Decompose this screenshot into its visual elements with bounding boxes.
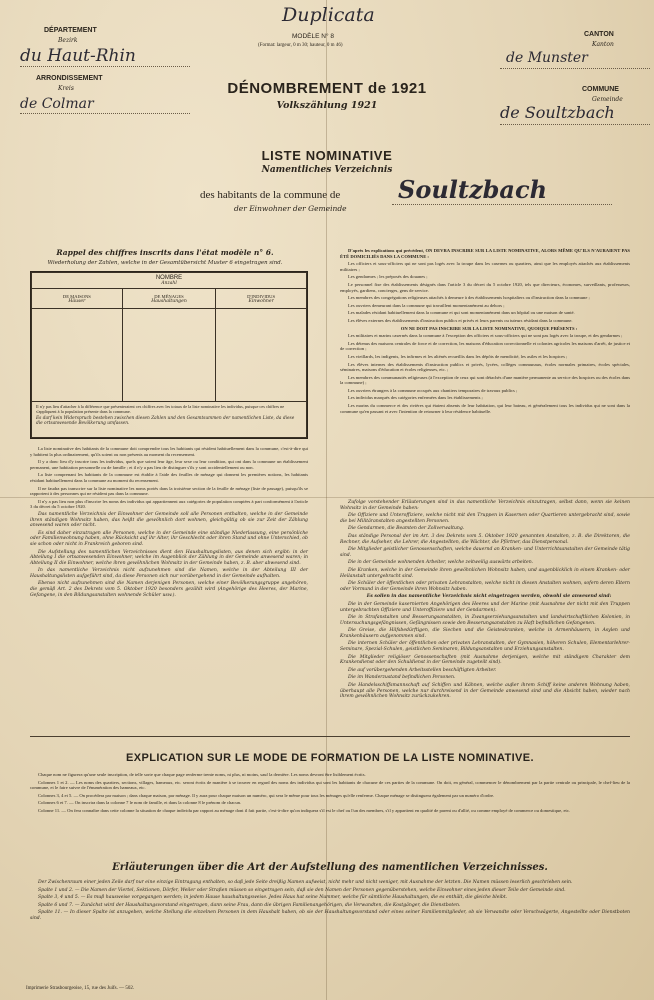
right-fr-item: Les ouvriers demeurant dans la commune qui travaillent momentanément au dehors ; [348, 302, 505, 308]
liste-subtitle: Namentliches Verzeichnis [261, 165, 393, 175]
right-de-item: Das ständige Personal der im Art. 3 des Dekrets vom 5. Oktober 1920 genannten Anstalten, z. B. die Direktoren, die Rechner, die Aufseher, die Lehrer, die Angestellten, die Wächter, die Pförtner, das Dienstpersonal. [340, 533, 630, 545]
right-fr-item: Les individus marqués des catégories enfermées dans les établissements ; [348, 395, 483, 401]
rappel-col2-label: DE MÉNAGES [154, 293, 184, 299]
rappel-note-de: Es darf kein Widerspruch bestehen zwischen diesen Zahlen und den Gesamtsummen der namentlichen Liste, da diese die ortsanwesende Bevölkerung umfassen. [36, 416, 295, 426]
right-fr-heading: ON NE DOIT PAS INSCRIRE SUR LA LISTE NOMINATIVE, QUOIQUE PRÉSENTS : [400, 325, 578, 331]
right-fr-heading: D'après les explications qui précèdent, ON DEVRA INSCRIRE SUR LA LISTE NOMINATIVE, ALORS MÊME QU'ILS N'AURAIENT PAS ÉTÉ DOMICILIÉS DANS LA COMMUNE : [340, 248, 630, 259]
right-fr-item: Les ouvriers étrangers à la commune occupés aux chantiers temporaires de travaux publics ; [348, 387, 518, 393]
left-paragraph-de: Ebenso nicht aufzunehmen sind die Namen derjenigen Personen, welche einer Bevölkerungsgruppe angehören, die gemäß Art. 2 des Dekrets vom 5. Oktober 1920 besonders gezählt wird (Angehörige des Heeres, der Marine, Gefangene, in den Bildungsanstalten wohnende Schüler usw.). [30, 581, 308, 598]
left-column-text [30, 446, 308, 600]
modele-number: MODÈLE N° 8 [292, 33, 334, 40]
left-paragraph: Il n'y a pas lieu non plus d'inscrire les noms des individus qui appartiennent aux catégories de population comptées à part conformément à l'article 3 du décret du 5 octobre 1920. [30, 498, 308, 510]
right-de-item: Die Greise, die Hilfsbedürftigen, die Siechen und die Geisteskranken, welche in Armenhäusern, in Asylen und Krankenhäusern aufgenommen sind. [340, 628, 630, 639]
left-paragraph-de: Es sind daher einzutragen alle Personen, welche in der Gemeinde eine ständige Niederlassung, eine persönliche oder Familienwohnung haben, ohne Rücksicht auf ihr Alter, ihr Geschlecht oder ihren Stand und ohne Unterschied, ob sie schon oder nicht in Frankreich geboren sind. [30, 530, 308, 547]
erlaeuterungen-paragraph: Spalte 1 und 2. — Die Namen der Viertel, Sektionen, Dörfer, Weiler oder Straßen müssen so eingetragen sein, daß sie den Namen der Personen gegenüberstehen, welche Einwohner eines jeden dieser Teile der Gemeinde sind. [38, 887, 566, 893]
right-fr-item: Les membres des communautés religieuses (à l'exception de ceux qui sont détachés d'une manière permanente au service des hospices ou des écoles dans la commune) ; [340, 374, 630, 386]
rappel-cell-menages[interactable] [122, 309, 216, 402]
right-de-item: Die in Strafanstalten und Besserungsanstalten, in Zwangserziehungsanstalten und landwirtschaftlichen Kolonien, in Untersuchungsgefängnissen, Gefängnissen sowie den Besserungsanstalten zu Haft befindlichen Gefangenen. [340, 615, 630, 626]
format-note: (Format: largeur, 0 m 30; hauteur, 0 m 46) [258, 43, 343, 48]
canton-value: de Munster [506, 50, 588, 66]
erlaeuterungen-paragraph: Spalte 11. — In dieser Spalte ist anzugeben, welche Stellung die einzelnen Personen in dem Haushalt haben, ob sie der Haushaltungsvorstand oder eines seiner Familienmitglieder, ob sie Verwandte oder Verschwägerte, Angestellte oder Dienstboten sind. [30, 910, 630, 921]
left-paragraph-de: In das namentliche Verzeichnis nicht aufzunehmen sind die Namen, welche in der Abteilung III der Haushaltungslisten aufgeführt sind, da diese Personen sich nur vorübergehend in der Gemeinde aufhalten. [30, 568, 308, 579]
rappel-note-fr: Il n'y pas lieu d'attacher à la différence que présenteraient ces chiffres avec les totaux de la liste nominative les individus, puisque ces chiffres ne s'appliquent à la population présente dans la commune. [36, 404, 285, 414]
right-fr-item: Les officiers et sous-officiers qui ne sont pas logés avec la troupe dans les casernes ou quartiers, ainsi que les employés attachés aux établissements militaires ; [340, 261, 630, 272]
arrondissement-value: de Colmar [20, 96, 94, 112]
liste-line1: des habitants de la commune de [200, 189, 341, 201]
erlaeuterungen-paragraph: Spalte 6 und 7. — Zunächst wird der Haushaltungsvorstand eingetragen, dann seine Frau, dann die übrigen Familienangehörigen, die Verwandten, die Kostgänger, die Dienstboten. [38, 902, 461, 908]
erlaeuterungen-title: Erläuterungen über die Art der Aufstellung des namentlichen Verzeichnisses. [112, 862, 548, 873]
right-de-item: Die Mitglieder geistlicher Genossenschaften, welche dauernd an Kranken- und Unterrichtsanstalten der Gemeinde tätig sind. [340, 547, 630, 558]
departement-sub: Bezirk [58, 37, 78, 44]
right-fr-item: Les membres des congrégations religieuses attachés à demeure à des établissements hospitaliers ou d'instruction dans la commune ; [348, 295, 590, 301]
rappel-col3-sub: Einwohner [248, 298, 274, 304]
explication-paragraph: Chaque nom ne figurera qu'une seule inscription, de telle sorte que chaque page renferme trente noms, ni plus, ni moins, sauf la dernière. Les noms devront être lisiblement écrits. [38, 772, 366, 777]
erlaeuterungen-paragraph: Der Zwischenraum einer jeden Zeile darf nur eine einzige Eintragung enthalten, so daß jede Seite dreißig Namen aufweist, nicht mehr und nicht weniger, mit Ausnahme der letzten. Die Namen müssen leserlich geschrieben sein. [38, 880, 573, 885]
commune-underline [500, 124, 650, 125]
rappel-cell-individus[interactable] [216, 309, 307, 402]
right-de-item: Die in der Gemeinde kasernierten Angehörigen des Heeres und der Marine (mit Ausnahme der nicht mit den Truppen untergebrachten Offiziere und Unteroffiziere und der Gendarmen). [340, 601, 630, 613]
rappel-col-menages [122, 289, 216, 309]
explication-paragraph: Colonnes 3, 4 et 5. — On procédera par maison ; dans chaque maison, par ménage. Il y aura pour chaque maison un numéro, qui sera le même pour tous les ménages qu'elle renferme. Chaque ménage se distinguera également par un numéro d'ordre. [38, 792, 495, 798]
rappel-title: Rappel des chiffres inscrits dans l'état modèle n° 6. [56, 248, 274, 257]
canton-label: CANTON [584, 31, 614, 38]
arrondissement-label: ARRONDISSEMENT [36, 75, 103, 82]
rappel-col1-sub: Häuser [68, 298, 86, 304]
right-de-item: Die Schüler der öffentlichen oder privaten Lehranstalten, welche nicht in diesen Anstalten wohnen, sofern deren Eltern oder Vormund in der Gemeinde ihren Wohnsitz haben. [340, 581, 630, 592]
rappel-col2-sub: Haushaltungen [151, 298, 187, 304]
right-de-item: Die Mitglieder religiöser Genossenschaften (mit Ausnahme derjenigen, welche mit ständigem Charakter dem Krankendienst oder den Schuldienst in der Gemeinde zugeteilt sind). [340, 654, 630, 666]
rappel-col-individus [216, 289, 307, 309]
right-fr-item: Les détenus des maisons centrales de force et de correction, les maisons d'éducation correctionnelle et colonies agricoles les maisons d'arrêt, de justice et de correction ; [340, 340, 630, 352]
departement-underline [20, 66, 190, 67]
left-paragraph-de: Die Aufstellung des namentlichen Verzeichnisses dient den Haushaltungslisten, aus denen sich ergibt: in der Abteilung I die ortsanwesenden Einwohner, welche im Augenblick der Zählung in der Gemeinde anwesend waren; in Abteilung II die Einwohner, welche ihren gewöhnlichen Wohnsitz in der Gemeinde haben, z. B. aber abwesend sind. [30, 549, 308, 566]
liste-underline [392, 204, 612, 205]
explication-text [30, 772, 630, 816]
left-paragraph: Il y a donc lieu d'y inscrire tous les individus, quels que soient leur âge, leur sexe ou leur condition, qui ont dans la commune un établissement permanent, une habitation personnelle ou de famille ; et il n'y a pas lieu de distinguer s'ils y sont accidentellement ou non. [30, 459, 308, 470]
right-de-heading: Zufolge vorstehender Erläuterungen sind in das namentliche Verzeichnis einzutragen, selbst dann, wenn sie keinen Wohnsitz in der Gemeinde haben: [340, 500, 630, 511]
left-paragraph-de: Das namentliche Verzeichnis der Einwohner der Gemeinde soll alle Personen enthalten, welche in der Gemeinde ihren ständigen Wohnsitz haben, das heißt die gewöhnlich dort wohnen, gleichgültig ob sie zur Zeit der Zählung anwesend waren oder nicht. [30, 511, 308, 529]
document-title: DÉNOMBREMENT de 1921 [227, 80, 427, 97]
right-de-item: Die in der Gemeinde wohnenden Arbeiter, welche zeitweilig auswärts arbeiten. [348, 560, 534, 566]
rappel-subtitle: Wiederholung der Zahlen, welche in der Gesamtübersicht Muster 6 eingetragen sind. [47, 260, 283, 266]
right-fr-item: Les militaires et marins casernés dans la commune à l'exception des officiers et sous-officiers qui ne sont pas logés avec la troupe, et des gendarmes ; [348, 333, 623, 339]
explication-paragraph: Colonnes 6 et 7. — On inscrira dans la colonne 7 le nom de famille, et dans la colonne 8 le prénom de chacun. [38, 800, 242, 806]
rappel-cell-maisons[interactable] [32, 309, 123, 402]
rappel-notes [32, 402, 307, 438]
left-paragraph: La liste comprenant les habitants de la commune est établie à l'aide des feuilles de ménage qui donnent les premières notions, les habitants résidant habituellement dans la commune au moment du recensement. [30, 472, 308, 483]
arrondissement-underline [20, 113, 190, 114]
right-fr-item: Les vieillards, les indigents, les infirmes et les aliénés recueillis dans les dépôts de mendicité, les asiles et les hospices ; [348, 353, 568, 359]
right-de-item: Die Handelsschiffsmannschaft auf Schiffen und Kähnen, welche außer ihrem Schiff keine anderen Wohnung haben, überhaupt alle Personen, welche nur durchreisend in der Gemeinde anwesend sind und die Absicht haben, wieder nach ihrem gewöhnlichen Wohnsitz zurückzukehren. [340, 683, 630, 700]
right-de-item: Die Offiziere und Unteroffiziere, welche nicht mit den Truppen in Kasernen oder Quartieren untergebracht sind, sowie die bei Militäranstalten angestellten Personen. [340, 513, 630, 524]
document-subtitle: Volkszählung 1921 [276, 100, 378, 111]
commune-value: de Soultzbach [500, 103, 615, 122]
explication-paragraph: Colonne 11. — On fera connaître dans cette colonne la situation de chaque individu par rapport au ménage dont il fait partie, c'est-à-dire qu'on indiquera s'il est le chef ou l'un des membres, s'il y appartient en qualité de parent ou d'allié, ou comme employé de commerce ou domestique, etc. [38, 807, 571, 813]
printer-imprint: Imprimerie Strasbourgeoise, 15, rue des Juifs. — 502. [26, 986, 135, 991]
liste-line2: der Einwohner der Gemeinde [234, 204, 347, 213]
rappel-table [30, 271, 308, 439]
right-column-fr [340, 248, 630, 416]
right-de-item: Die auf vorübergehenden Arbeitsstellen beschäftigten Arbeiter. [348, 667, 497, 673]
canton-sub: Kanton [592, 41, 614, 48]
rappel-nombre-sub: Anzahl [161, 281, 177, 286]
rappel-nombre: NOMBRE [155, 275, 183, 281]
liste-commune-handwritten: Soultzbach [398, 175, 548, 204]
canton-underline [500, 68, 650, 69]
right-fr-item: Les élèves externes des établissements d'instruction publics et privés et leurs parents ou tuteurs résidant dans la commune. [348, 317, 573, 323]
right-de-item: Die im Wanderzustand befindlichen Personen. [348, 675, 456, 681]
rappel-col-maisons [32, 289, 123, 309]
erlaeuterungen-text [30, 880, 630, 924]
duplicata-handwritten: Duplicata [282, 4, 375, 26]
left-paragraph: La liste nominative des habitants de la commune doit comprendre tous les habitants qui résident habituellement dans la commune, c'est-à-dire qui y habitent la plus ordinairement, qu'ils soient ou non présents au moment du recensement. [30, 446, 308, 457]
right-de-item: Die internen Schüler der öffentlichen oder privaten Lehranstalten, der Gymnasien, höheren Schulen, Elementarlehrer-Seminare, Spezial-Schulen, geistlichen Seminaren, Bildungsanstalten und Erziehungsanstalten. [340, 641, 630, 653]
departement-value: du Haut-Rhin [20, 46, 136, 66]
commune-sub: Gemeinde [592, 96, 623, 103]
commune-label: COMMUNE [582, 86, 619, 93]
arrondissement-sub: Kreis [58, 85, 74, 92]
left-paragraph: Il ne faudra pas transcrire sur la liste nominative les noms portés dans la troisième section de la feuille de ménage (liste de passage), puisqu'ils se rapportent à des personnes qui ne résident pas dans la commune. [30, 485, 308, 497]
explication-paragraph: Colonnes 1 et 2. — Les noms des quartiers, sections, villages, hameaux, etc. seront écrits de manière à se trouver en regard des noms des individus qui sont les habitants de chacune de ces parties de la commune. On doit, en général, commencer le dénombrement par la partie centrale ou principale, le chef-lieu de la commune, et le faire suivre de l'énumération des hameaux, etc. [30, 779, 630, 791]
right-fr-item: Les gendarmes ; les préposés des douanes ; [348, 274, 428, 280]
right-de-heading: Es sollen in das namentliche Verzeichnis nicht eingetragen werden, obwohl sie anwesend sind: [366, 594, 612, 600]
departement-label: DÉPARTEMENT [44, 27, 97, 34]
liste-title: LISTE NOMINATIVE [261, 148, 393, 163]
right-fr-item: Les malades résidant habituellement dans la commune et qui sont momentanément dans un hôpital ou une maison de santé. [348, 310, 575, 316]
right-column-de [340, 500, 630, 702]
rappel-nombre-header [32, 273, 307, 289]
rappel-col3-label: D'INDIVIDUS [247, 293, 276, 299]
rappel-col1-label: DE MAISONS [62, 293, 91, 299]
right-fr-item: Les marins du commerce et des rivières qui étaient absents de leur habitation, qui leur bateau, et généralement tous les individus qui ne sont dans la commune qu'en passant et avec l'intention de retourner à leur résidence habituelle. [340, 403, 630, 414]
right-de-item: Die Gendarmen, die Beamten der Zollverwaltung. [348, 526, 465, 532]
right-fr-item: Les élèves internes des établissements d'instruction publics et privés, lycées, collèges communaux, écoles normales primaires, écoles spéciales, séminaires, maisons d'éducation et écoles religieuses, etc. ; [340, 361, 630, 373]
section-divider [30, 736, 630, 737]
erlaeuterungen-paragraph: Spalte 3, 4 und 5. — Es muß hausweise vorgegangen werden; in jedem Hause haushaltungsweise. Jedes Haus hat seine Nummer, welche für sämtliche Haushaltungen, die es enthält, die gleiche bleibt. [38, 895, 508, 901]
right-de-item: Die Kranken, welche in der Gemeinde ihren gewöhnlichen Wohnsitz haben, und augenblicklich in einem Kranken- oder Heilanstalt untergebracht sind. [340, 567, 630, 579]
explication-title: EXPLICATION SUR LE MODE DE FORMATION DE LA LISTE NOMINATIVE. [126, 752, 534, 764]
right-fr-item: Le personnel fixe des établissements désignés dans l'article 3 du décret du 5 octobre 1920, tels que directeurs, économes, surveillants, professeurs, employés, gardiens, concierges, gens de service. [340, 281, 630, 293]
